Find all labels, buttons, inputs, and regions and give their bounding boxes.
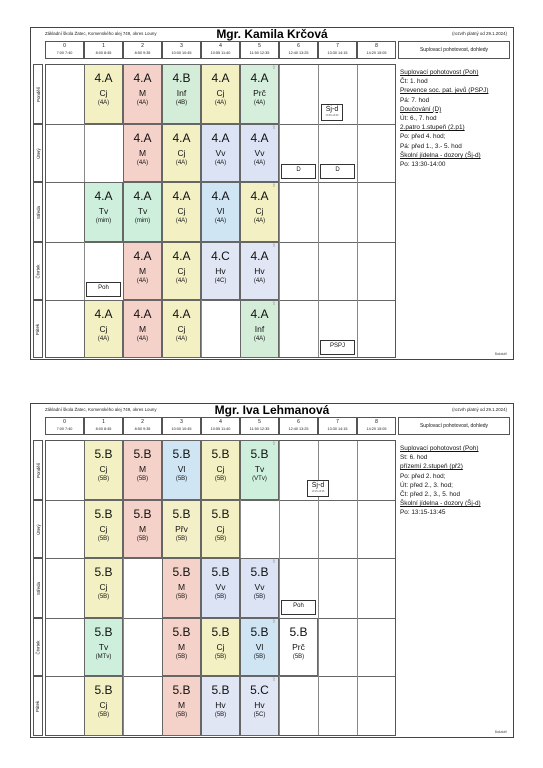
school-name: Základní škola Žatec, Komenského alej 749, okres Louny — [45, 407, 157, 412]
lesson-thu-6[interactable]: 5.B Prč (5B) — [279, 618, 318, 676]
period-header-0: 0 7:00 7:40 — [45, 41, 84, 59]
change-flag-icon: ⇧ — [271, 619, 276, 625]
period-header-8: 8 14:20 15:05 — [357, 417, 396, 435]
lesson-fri-5[interactable]: ⇧ 4.A Inf (4A) — [240, 300, 279, 358]
lesson-thu-4[interactable]: 4.C Hv (4C) — [201, 242, 240, 300]
side-line: Po: 13:30-14:00 — [400, 161, 446, 169]
change-flag-icon: ⇧ — [271, 65, 276, 71]
lesson-mon-2[interactable]: 4.A M (4A) — [123, 64, 162, 124]
period-header-4: 4 10:55 11:40 — [201, 417, 240, 435]
lesson-mon-3[interactable]: 5.B Vl (5B) — [162, 440, 201, 500]
lesson-fri-3[interactable]: 5.B M (5B) — [162, 676, 201, 736]
lesson-fri-5[interactable]: ⇧ 5.C Hv (5C) — [240, 676, 279, 736]
day-label-tuesday: Úterý — [33, 124, 43, 182]
duty-tutoring-6[interactable]: D — [281, 164, 316, 179]
duty-lunch-monday[interactable]: Šj-d 13:15-13:45 — [307, 480, 329, 497]
lesson-fri-2[interactable]: 4.A M (4A) — [123, 300, 162, 358]
day-label-thursday: Čtvrtek — [33, 618, 43, 676]
side-line: Čt: před 2., 3., 5. hod — [400, 491, 461, 499]
timetable-sheet-lehmanova — [30, 403, 514, 738]
lesson-wed-4[interactable]: 5.B Vv (5B) — [201, 558, 240, 618]
side-line: Po: před 2. hod; — [400, 472, 446, 480]
lesson-thu-5[interactable]: ⇧ 5.B Vl (5B) — [240, 618, 279, 676]
period-header-5: 5 11:50 12:35 — [240, 417, 279, 435]
side-line: Doučování (D) — [400, 105, 442, 113]
lesson-mon-1[interactable]: 4.A Cj (4A) — [84, 64, 123, 124]
day-label-wednesday: Středa — [33, 182, 43, 242]
side-line: Čt: 1. hod — [400, 78, 428, 86]
lesson-tue-4[interactable]: 5.B Cj (5B) — [201, 500, 240, 558]
day-label-monday: Pondělí — [33, 64, 43, 124]
side-line: Školní jídelna - dozory (Šj-d) — [400, 500, 481, 508]
lesson-mon-4[interactable]: 5.B Cj (5B) — [201, 440, 240, 500]
lesson-wed-4[interactable]: 4.A Vl (4A) — [201, 182, 240, 242]
validity-note: (rozvrh platný od 29.1.2024) — [452, 407, 507, 412]
lesson-thu-3[interactable]: 5.B M (5B) — [162, 618, 201, 676]
period-header-1: 1 8:00 8:45 — [84, 41, 123, 59]
teacher-name: Mgr. Kamila Krčová — [216, 27, 328, 41]
timetable-sheet-krcova — [30, 27, 514, 360]
lesson-thu-1[interactable]: 5.B Tv (MTv) — [84, 618, 123, 676]
lesson-mon-5[interactable]: ⇧ 4.A Prč (4A) — [240, 64, 279, 124]
lesson-fri-1[interactable]: 5.B Cj (5B) — [84, 676, 123, 736]
day-label-thursday: Čtvrtek — [33, 242, 43, 300]
side-line: St: 6. hod — [400, 454, 428, 462]
side-line: Suplovací pohotovost (Poh) — [400, 445, 479, 452]
side-panel-title: Suplovací pohotovost, dohledy — [398, 417, 510, 435]
lesson-wed-2[interactable]: 4.A Tv (mim) — [123, 182, 162, 242]
bakalari-logo: Bakaláři — [494, 352, 507, 356]
change-flag-icon: ⇧ — [271, 441, 276, 447]
lesson-mon-1[interactable]: 5.B Cj (5B) — [84, 440, 123, 500]
day-label-wednesday: Středa — [33, 558, 43, 618]
day-label-friday: Pátek — [33, 300, 43, 358]
duty-lunch-monday[interactable]: Šj-d 13:30-14:00 — [321, 104, 343, 121]
day-label-tuesday: Úterý — [33, 500, 43, 558]
bakalari-logo: Bakaláři — [494, 730, 507, 734]
side-line: Út: před 2., 3. hod; — [400, 481, 453, 489]
period-header-0: 0 7:00 7:40 — [45, 417, 84, 435]
change-flag-icon: ⇧ — [271, 677, 276, 683]
duty-tutoring-7[interactable]: D — [320, 164, 355, 179]
period-header-7: 7 13:30 14:15 — [318, 417, 357, 435]
lesson-tue-5[interactable]: ⇧ 4.A Vv (4A) — [240, 124, 279, 182]
change-flag-icon: ⇧ — [271, 301, 276, 307]
period-header-8: 8 14:20 15:05 — [357, 41, 396, 59]
lesson-thu-2[interactable]: 4.A M (4A) — [123, 242, 162, 300]
period-header-1: 1 8:00 8:45 — [84, 417, 123, 435]
lesson-mon-4[interactable]: 4.A Cj (4A) — [201, 64, 240, 124]
side-line: přízemí 2.stupeň (př2) — [400, 463, 463, 471]
side-panel-notes — [400, 68, 512, 169]
lesson-mon-3[interactable]: 4.B Inf (4B) — [162, 64, 201, 124]
lesson-thu-4[interactable]: 5.B Cj (5B) — [201, 618, 240, 676]
period-header-6: 6 12:40 13:25 — [279, 417, 318, 435]
side-line: Pá: 7. hod — [400, 96, 430, 104]
period-header-2: 2 8:50 9:35 — [123, 41, 162, 59]
period-header-5: 5 11:50 12:35 — [240, 41, 279, 59]
side-line: Suplovací pohotovost (Poh) — [400, 69, 479, 76]
duty-standby-thursday[interactable]: Poh — [86, 282, 121, 297]
duty-prevention-friday[interactable]: PSPJ — [320, 340, 355, 355]
lesson-mon-5[interactable]: ⇧ 5.B Tv (VTv) — [240, 440, 279, 500]
lesson-tue-3[interactable]: 4.A Cj (4A) — [162, 124, 201, 182]
lesson-fri-1[interactable]: 4.A Cj (4A) — [84, 300, 123, 358]
period-header-6: 6 12:40 13:25 — [279, 41, 318, 59]
lesson-fri-4[interactable]: 5.B Hv (5B) — [201, 676, 240, 736]
side-panel-title: Suplovací pohotovost, dohledy — [398, 41, 510, 59]
lesson-mon-2[interactable]: 5.B M (5B) — [123, 440, 162, 500]
lesson-wed-3[interactable]: 4.A Cj (4A) — [162, 182, 201, 242]
school-name: Základní škola Žatec, Komenského alej 749, okres Louny — [45, 31, 157, 36]
lesson-tue-4[interactable]: 4.A Vv (4A) — [201, 124, 240, 182]
lesson-wed-5[interactable]: ⇧ 5.B Vv (5B) — [240, 558, 279, 618]
period-header-3: 3 10:00 10:45 — [162, 41, 201, 59]
change-flag-icon: ⇧ — [271, 183, 276, 189]
side-line: Prevence soc. pat. jevů (PSPJ) — [400, 87, 489, 95]
lesson-wed-5[interactable]: ⇧ 4.A Cj (4A) — [240, 182, 279, 242]
lesson-thu-3[interactable]: 4.A Cj (4A) — [162, 242, 201, 300]
lesson-wed-1[interactable]: 5.B Cj (5B) — [84, 558, 123, 618]
teacher-name: Mgr. Iva Lehmanová — [214, 403, 330, 417]
lesson-thu-5[interactable]: ⇧ 4.A Hv (4A) — [240, 242, 279, 300]
duty-standby-wednesday[interactable]: Poh — [281, 600, 316, 615]
lesson-tue-2[interactable]: 5.B M (5B) — [123, 500, 162, 558]
day-label-monday: Pondělí — [33, 440, 43, 500]
change-flag-icon: ⇧ — [271, 559, 276, 565]
period-header-2: 2 8:50 9:35 — [123, 417, 162, 435]
side-line: Út: 6., 7. hod — [400, 115, 437, 123]
side-line: 2.patro 1.stupeň (2.p1) — [400, 124, 465, 132]
day-label-friday: Pátek — [33, 676, 43, 736]
lesson-wed-1[interactable]: 4.A Tv (mim) — [84, 182, 123, 242]
side-line: Po: před 4. hod; — [400, 133, 446, 141]
side-line: Školní jídelna - dozory (Šj-d) — [400, 151, 481, 159]
change-flag-icon: ⇧ — [271, 243, 276, 249]
side-line: Po: 13:15-13:45 — [400, 509, 446, 517]
lesson-tue-3[interactable]: 5.B Přv (5B) — [162, 500, 201, 558]
lesson-wed-3[interactable]: 5.B M (5B) — [162, 558, 201, 618]
lesson-tue-2[interactable]: 4.A M (4A) — [123, 124, 162, 182]
change-flag-icon: ⇧ — [271, 125, 276, 131]
lesson-fri-3[interactable]: 4.A Cj (4A) — [162, 300, 201, 358]
lesson-tue-1[interactable]: 5.B Cj (5B) — [84, 500, 123, 558]
side-line: Pá: před 1., 3.- 5. hod — [400, 142, 462, 150]
period-header-4: 4 10:55 11:40 — [201, 41, 240, 59]
side-panel-notes — [400, 444, 512, 518]
period-header-7: 7 13:30 14:15 — [318, 41, 357, 59]
validity-note: (rozvrh platný od 29.1.2024) — [452, 31, 507, 36]
period-header-3: 3 10:00 10:45 — [162, 417, 201, 435]
